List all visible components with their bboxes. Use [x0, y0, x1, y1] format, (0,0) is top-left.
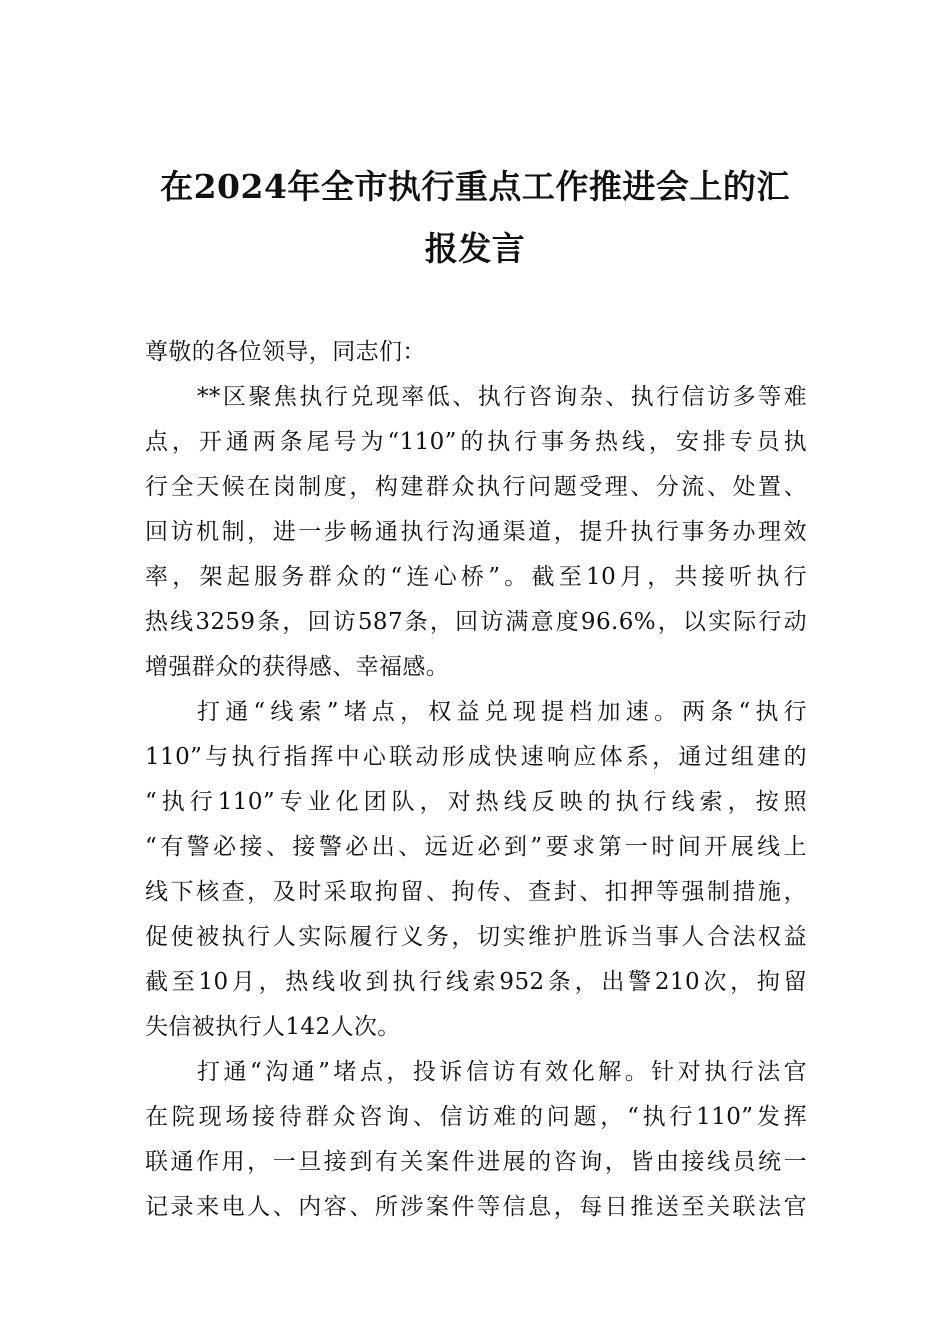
paragraph-line: 回访机制，进一步畅通执行沟通渠道，提升执行事务办理效 [145, 519, 807, 545]
paragraph-line: 线下核查，及时采取拘留、拘传、查封、扣押等强制措施， [145, 879, 807, 905]
title-line-1: 在2024年全市执行重点工作推进会上的汇 [160, 167, 790, 206]
paragraph-line: “有警必接、接警必出、远近必到”要求第一时间开展线上 [145, 834, 807, 860]
paragraph-line: 截至10月，热线收到执行线索952条，出警210次，拘留 [145, 969, 807, 995]
paragraph-3 [145, 1050, 807, 1230]
paragraph-line: 失信被执行人142人次。 [145, 1014, 401, 1040]
paragraph-line: 联通作用，一旦接到有关案件进展的咨询，皆由接线员统一 [145, 1149, 807, 1175]
paragraph-line: 率，架起服务群众的“连心桥”。截至10月，共接听执行 [145, 564, 807, 590]
paragraph-line: 在院现场接待群众咨询、信访难的问题，“执行110”发挥 [145, 1104, 807, 1130]
paragraph-line: “执行110”专业化团队，对热线反映的执行线索，按照 [145, 789, 807, 815]
paragraph-line: 促使被执行人实际履行义务，切实维护胜诉当事人合法权益 [145, 924, 807, 950]
paragraph-1 [145, 375, 807, 690]
paragraph-line: 增强群众的获得感、幸福感。 [145, 654, 450, 680]
paragraph-line: 行全天候在岗制度，构建群众执行问题受理、分流、处置、 [145, 474, 807, 500]
paragraph-2 [145, 690, 807, 1050]
paragraph-line: 热线3259条，回访587条，回访满意度96.6%，以实际行动 [145, 609, 807, 635]
paragraph-line: **区聚焦执行兑现率低、执行咨询杂、执行信访多等难 [197, 384, 807, 410]
paragraph-line: 记录来电人、内容、所涉案件等信息，每日推送至关联法官 [145, 1194, 807, 1220]
document-title [145, 156, 805, 280]
paragraph-line: 点，开通两条尾号为“110”的执行事务热线，安排专员执 [145, 429, 807, 455]
greeting: 尊敬的各位领导，同志们： [145, 339, 426, 365]
document-body [145, 330, 807, 1230]
paragraph-line: 110”与执行指挥中心联动形成快速响应体系，通过组建的 [145, 744, 807, 770]
paragraph-line: 打通“沟通”堵点，投诉信访有效化解。针对执行法官 [197, 1059, 807, 1085]
paragraph-line: 打通“线索”堵点，权益兑现提档加速。两条“执行 [197, 699, 807, 725]
title-line-2: 报发言 [424, 229, 526, 268]
